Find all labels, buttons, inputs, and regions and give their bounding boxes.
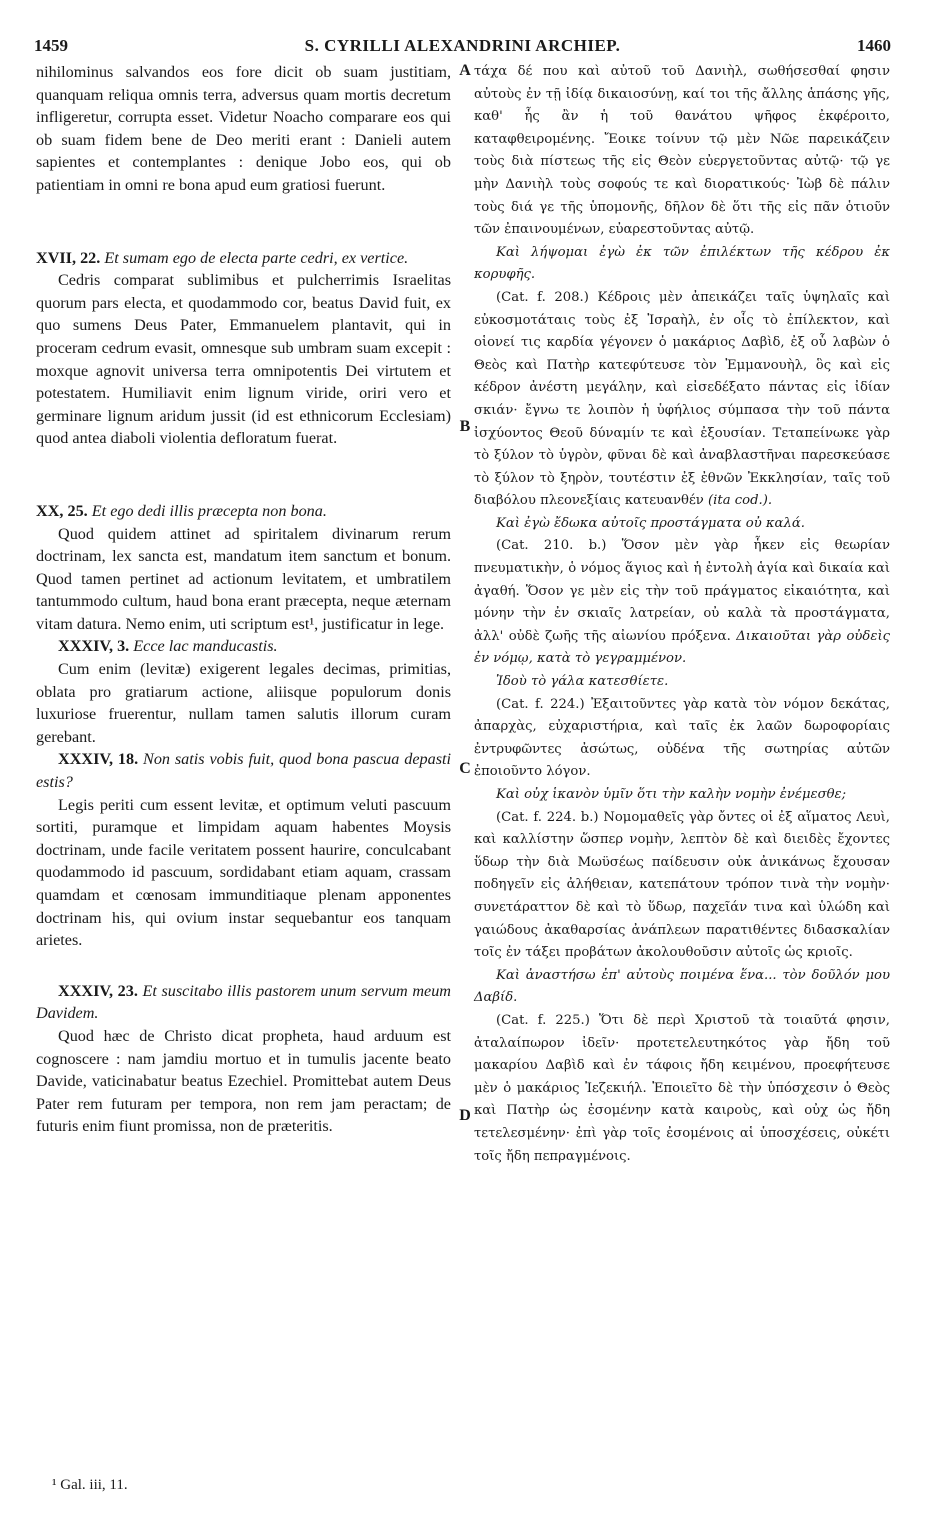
paragraph-text: Ἐξαιτοῦντες γὰρ κατὰ τὸν νόμον δεκάτας, ἀπαρχὰς, εὐχαριστήρια, καὶ ταῖς ἐκ λαῶν δωροφορίαις ἐντρυφῶντες ἀσώτως, οὐδένα τῆς σωτηρίας αὐτῶν ἐποιοῦντο λόγον. — [474, 696, 890, 780]
page-number-right: 1460 — [857, 36, 891, 55]
catena-reference: (Cat. f. 224.) — [496, 696, 585, 712]
paragraph: nihilominus salvandos eos fore dicit ob suam justitiam, quanquam reliqua omnis terra, adversus quam mortis decretum infligeretur, corrupta esset. Videtur Noacho comparare eos qui ob suam fidem bene de Deo meriti erant : Danieli autem sapientes et contemplantes : denique Jobo eos, qui ob patientiam in omni re bona apud eum gratiosi fuerunt. — [36, 63, 451, 194]
verse-citation: Et ego dedi illis præcepta non bona. — [91, 501, 327, 520]
section-heading — [36, 247, 451, 270]
margin-letter-d: D — [459, 1107, 471, 1124]
paragraph — [474, 807, 890, 965]
latin-column — [36, 61, 451, 1138]
paragraph: Quod hæc de Christo dicat propheta, haud arduum est cognoscere : nam jamdiu mortuo et in tumulis jacente beato Davide, vaticinabatur beatus Ezechiel. Promittebat autem Deus Pater rem futuram per tempora, non rem jam peractam; de futuris enim fiunt promissa, non de præteritis. — [36, 1026, 451, 1136]
paragraph: Quod quidem attinet ad spiritalem divinarum rerum doctrinam, lex sancta est, mandatum item sanctum et bonum. Quod tamen pertinet ad actionum levitatem, et umbratilem tantummodo cultum, haud bona erant præcepta, neque æternam vitam datura. Nemo enim, uti scriptum est¹, justificatur in lege. — [36, 524, 451, 633]
catena-reference: (Cat. f. 224. b.) — [496, 809, 599, 825]
paragraph-text: Νομομαθεῖς γὰρ ὄντες οἱ ἐξ αἵματος Λευὶ, καὶ καλλίστην ὥσπερ νομὴν, λεπτὸν δὲ καὶ διειδὲς ἔχοντες ὕδωρ τὴν διὰ Μωϋσέως παίδευσιν οὐκ ἀνικάνως ἔχουσαν ποδηγεῖν εἰς ἀλήθειαν, κατεπάτουν τρόπον τινὰ τὴν νομὴν· συνετάραττον δὲ καὶ τὸ ὕδωρ, παχεῖάν τινα καὶ ὑλώδη καὶ γαιώδους ἀκαθαρσίας ἀνάπλεων παρατιθέντες διδασκαλίαν τοῖς ἐν τάξει προβάτων ἀκολουθοῦσιν αὐτοῖς ὡς κριοῖς. — [474, 809, 890, 961]
scripture-quote: Δικαιοῦται γὰρ οὐδεὶς ἐν νόμῳ, κατὰ τὸ γεγραμμένον. — [474, 628, 891, 667]
margin-letter-b: B — [459, 418, 471, 435]
greek-column — [474, 61, 890, 1168]
verse-citation: Καὶ λήψομαι ἐγὼ ἐκ τῶν ἐπιλέκτων τῆς κέδρου ἐκ κορυφῆς. — [474, 244, 890, 283]
margin-letter-c: C — [459, 760, 471, 777]
section-heading — [36, 635, 451, 658]
section-heading — [36, 980, 451, 1025]
catena-reference: (Cat. f. 225.) — [496, 1012, 590, 1028]
verse-reference: XXXIV, 23. — [58, 981, 138, 1000]
footnote: ¹ Gal. iii, 11. — [52, 1477, 128, 1493]
verse-citation: Καὶ ἐγὼ ἔδωκα αὐτοῖς προστάγματα οὐ καλά. — [496, 515, 805, 531]
paragraph: τάχα δέ που καὶ αὐτοῦ τοῦ Δανιὴλ, σωθήσεσθαί φησιν αὐτοὺς ἐν τῇ ἰδίᾳ δικαιοσύνῃ, καί τοι τῆς ἄλλης ἁπάσης γῆς, καθ' ἧς ἂν ἡ τοῦ θανάτου ψῆφος ἐκφέροιτο, καταφθειρομένης. Ἔοικε τοίνυν τῷ μὲν Νῶε παρεικάζειν τοὺς διὰ πίστεως τῆς εἰς Θεὸν εὐεργετοῦντας αὐτῷ· τῷ γε μὴν Δανιὴλ τοὺς σοφούς τε καὶ διορατικούς· Ἰὼβ δὲ πάλιν τοὺς διά γε τῆς ὑπομονῆς, δῆλον δὲ ὅτι τῆς εἰς πᾶν ὁτιοῦν τῶν ἐπαινουμένων, εὐαρεστοῦντας αὐτῷ. — [474, 64, 890, 238]
verse-citation: Καὶ οὐχ ἱκανὸν ὑμῖν ὅτι τὴν καλὴν νομὴν ἐνέμεσθε; — [496, 787, 847, 802]
paragraph — [474, 694, 890, 784]
verse-reference: XX, 25. — [36, 501, 88, 520]
paragraph-text: Ὅσον μὲν γὰρ ἧκεν εἰς θεωρίαν πνευματικὴν, ὁ νόμος ἅγιος καὶ ἡ ἐντολὴ ἁγία καὶ δικαία καὶ ἀγαθή. Ὅσον γε μὲν εἰς τὴν τοῦ πράγματος εἰκαιότητα, καὶ μόνην τὴν ἐν σκιαῖς λατρείαν, οὐ καλὰ τὰ προστάγματα, ἀλλ' οὐδὲ ζωῆς τῆς αἰωνίου πρόξενα. — [474, 538, 890, 644]
paragraph: Cum enim (levitæ) exigerent legales decimas, primitias, oblata pro gratiarum actione, aliisque populorum donis luxuriose fruerentur, nullam tamen salutis illorum curam gerebant. — [36, 660, 451, 746]
verse-reference: XVII, 22. — [36, 248, 101, 267]
verse-reference: XXXIV, 3. — [58, 637, 130, 656]
catena-reference: (Cat. f. 208.) — [496, 289, 589, 305]
paragraph — [474, 535, 890, 671]
section-heading — [36, 500, 451, 523]
verse-citation: Ecce lac manducastis. — [133, 637, 278, 656]
paragraph — [474, 287, 890, 513]
verse-citation: Ἰδοὺ τὸ γάλα κατεσθίετε. — [496, 674, 669, 690]
paragraph — [474, 1010, 890, 1168]
paragraph-text: Κέδροις μὲν ἀπεικάζει ταῖς ὑψηλαῖς καὶ εὐκοσμοτάταις τοὺς ἐξ Ἰσραὴλ, ἐν οἷς τὸ ἐπίλεκτον, καὶ οἱονεί τις καρδία γέγονεν ὁ μακάριος Δαβὶδ, ἐξ οὗ λαβὼν ὁ Θεὸς καὶ Πατὴρ κατεφύτευσε τὸν Ἐμμανουὴλ, ὃς καὶ εἰς κέδρον ἀνέστη μεγάλην, καὶ εἰσεδέξατο πάντας εἰς ἰδίαν σκιάν· ἔγνω τε λοιπὸν ἡ ὑφήλιος σύμπασα τὴν τοῦ πάντα ἰσχύοντος Θεοῦ δύναμίν τε καὶ ἐξουσίαν. Τεταπείνωκε γὰρ τὸ ξύλον τὸ ὑγρὸν, φῦναι δὲ καὶ ἀναβλαστῆναι παρεσκεύασε τὸ ξύλον τὸ ξηρὸν, τουτέστιν ἐξ ἐθνῶν Ἐκκλησίαν, ταῖς τοῦ διαβόλου πλεονεξίαις κατευανθέν — [474, 289, 890, 509]
verse-citation: Non satis vobis fuit, quod bona pascua depasti estis? — [36, 750, 451, 792]
paragraph: Legis periti cum essent levitæ, et optimum veluti pascuum sortiti, puramque et limpidam aquam habentes Moysis doctrinam, unde facile veritatem possent haurire, conculcabant quodammodo id pascuum, sordidabant etiam aquam, crassam quamdam et cœnosam immunditiaque plenam apponentes doctrinam his, qui ovium instar sequebantur eos tanquam arietes. — [36, 795, 451, 950]
verse-citation: Et suscitabo illis pastorem unum servum meum Davidem. — [36, 981, 451, 1023]
running-title: S. CYRILLI ALEXANDRINI ARCHIEP. — [304, 36, 621, 55]
paragraph-text: Ὅτι δὲ περὶ Χριστοῦ τὰ τοιαῦτά φησιν, ἀταλαίπωρον ἰδεῖν· προτετελευτηκότος γὰρ ἤδη τοῦ μακαρίου Δαβὶδ καὶ ἐν τάφοις ἤδη κειμένου, προεφήτευσε μὲν ὁ μακάριος Ἰεζεκιήλ. Ἐποιεῖτο δὲ τὴν ὑπόσχεσιν ὁ Θεὸς καὶ Πατὴρ ὡς ἐσομένην κατὰ καιροὺς, καὶ οὐχ ὡς ἤδη τετελεσμένην· ἐπὶ γὰρ τοῖς ἐσομένοις αἱ ὑποσχέσεις, οὐκέτι τοῖς ἤδη πεπραγμένοις. — [474, 1012, 890, 1164]
section-heading — [36, 748, 451, 793]
verse-citation: Καὶ ἀναστήσω ἐπ' αὐτοὺς ποιμένα ἕνα... τὸν δοῦλόν μου Δαβίδ. — [474, 967, 890, 1006]
verse-citation: Et sumam ego de electa parte cedri, ex vertice. — [104, 248, 409, 267]
catena-reference: (Cat. 210. b.) — [496, 538, 607, 554]
margin-letter-a: A — [459, 62, 471, 79]
verse-reference: XXXIV, 18. — [58, 750, 139, 769]
page-header — [34, 36, 891, 60]
page-number-left: 1459 — [34, 36, 68, 55]
editorial-note: (ita cod.). — [708, 493, 773, 509]
paragraph: Cedris comparat sublimibus et pulcherrimis Israelitas quorum pars electa, et quodammodo cor, beatus David fuit, ex quo sumens Deus Pater, Emmanuelem plantavit, qui in proceram cedrum evasit, omnesque sub umbram suam excepit : moxque agnovit universa terra omnipotentis Dei virtutem et potestatem. Humiliavit enim lignum viride, oriri vero et germinare lignum aridum jussit (id est ethnicorum Ecclesiam) quod antea diaboli violentia defloratum fuerat. — [36, 271, 451, 448]
